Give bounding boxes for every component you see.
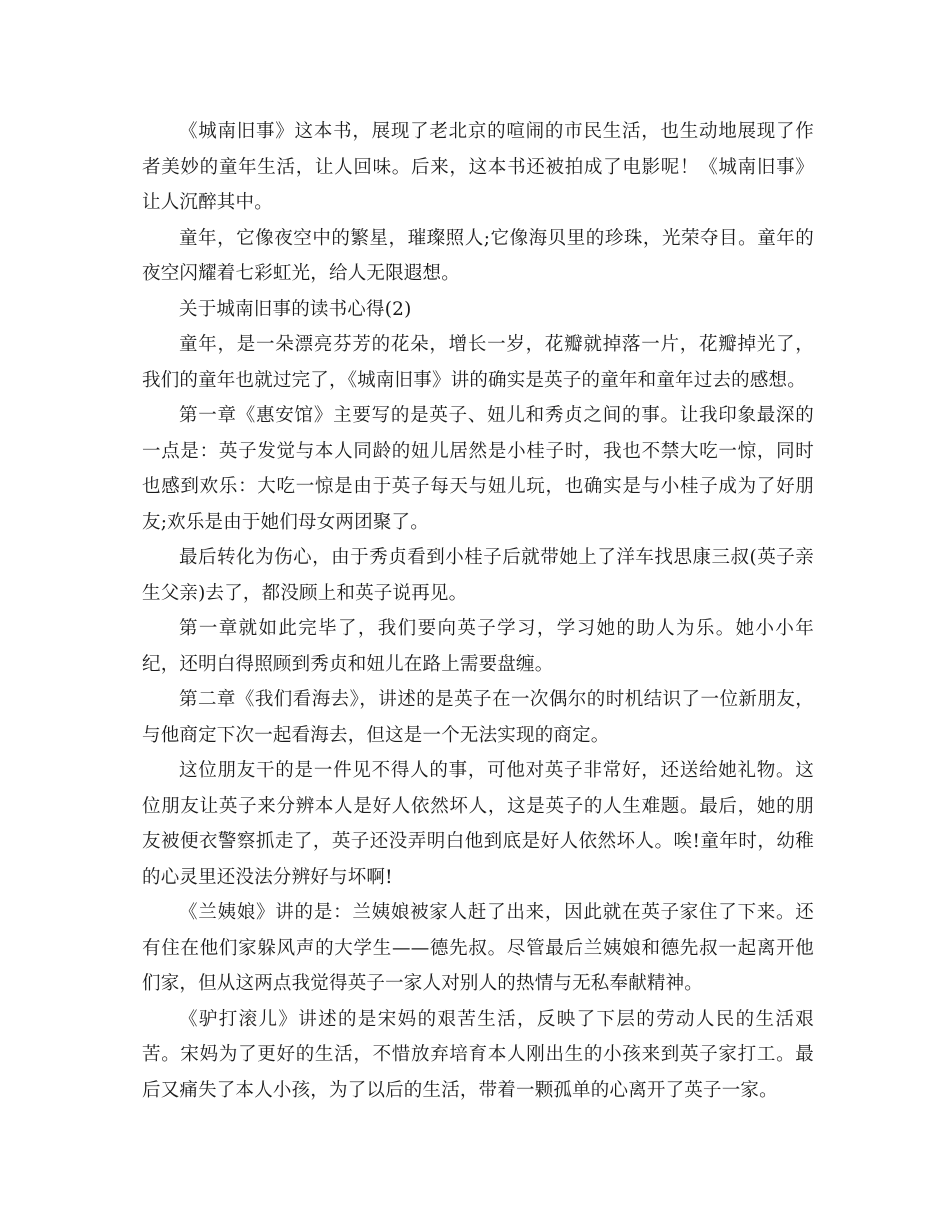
paragraph-donkey-roll: 《驴打滚儿》讲述的是宋妈的艰苦生活，反映了下层的劳动人民的生活艰苦。宋妈为了更好的生活，不惜放弃培育本人刚出生的小孩来到英子家打工。最后又痛失了本人小孩，为了以后的生活，带着一颗孤单的心离开了英子一家。 — [142, 1008, 814, 1101]
section-heading: 关于城南旧事的读书心得(2) — [179, 298, 412, 320]
paragraph-childhood-stars: 童年，它像夜空中的繁星，璀璨照人;它像海贝里的珍珠，光荣夺目。童年的夜空闪耀着七彩虹光，给人无限遐想。 — [142, 227, 814, 284]
document-body — [142, 114, 814, 1108]
paragraph-childhood-flower: 童年，是一朵漂亮芬芳的花朵，增长一岁，花瓣就掉落一片，花瓣掉光了，我们的童年也就过完了，《城南旧事》讲的确实是英子的童年和童年过去的感想。 — [142, 334, 814, 391]
paragraph-chapter-two: 第二章《我们看海去》，讲述的是英子在一次偶尔的时机结识了一位新朋友，与他商定下次一起看海去，但这是一个无法实现的商定。 — [142, 689, 814, 746]
paragraph-intro: 《城南旧事》这本书，展现了老北京的喧闹的市民生活，也生动地展现了作者美妙的童年生活，让人回味。后来，这本书还被拍成了电影呢！《城南旧事》让人沉醉其中。 — [142, 121, 814, 213]
paragraph-chapter-one-end: 第一章就如此完毕了，我们要向英子学习，学习她的助人为乐。她小小年纪，还明白得照顾到秀贞和妞儿在路上需要盘缠。 — [142, 618, 814, 675]
paragraph-chapter-one: 第一章《惠安馆》主要写的是英子、妞儿和秀贞之间的事。让我印象最深的一点是：英子发觉与本人同龄的妞儿居然是小桂子时，我也不禁大吃一惊，同时也感到欢乐：大吃一惊是由于英子每天与妞儿玩，也确实是与小桂子成为了好朋友;欢乐是由于她们母女两团聚了。 — [142, 405, 814, 533]
paragraph-friend: 这位朋友干的是一件见不得人的事，可他对英子非常好，还送给她礼物。这位朋友让英子来分辨本人是好人依然坏人，这是英子的人生难题。最后，她的朋友被便衣警察抓走了，英子还没弄明白他到底是好人依然坏人。唉!童年时，幼稚的心灵里还没法分辨好与坏啊! — [142, 760, 814, 888]
paragraph-sadness: 最后转化为伤心，由于秀贞看到小桂子后就带她上了洋车找思康三叔(英子亲生父亲)去了，都没顾上和英子说再见。 — [142, 547, 814, 604]
paragraph-aunt-lan: 《兰姨娘》讲的是：兰姨娘被家人赶了出来，因此就在英子家住了下来。还有住在他们家躲风声的大学生——德先叔。尽管最后兰姨娘和德先叔一起离开他们家，但从这两点我觉得英子一家人对别人的热情与无私奉献精神。 — [142, 902, 814, 994]
